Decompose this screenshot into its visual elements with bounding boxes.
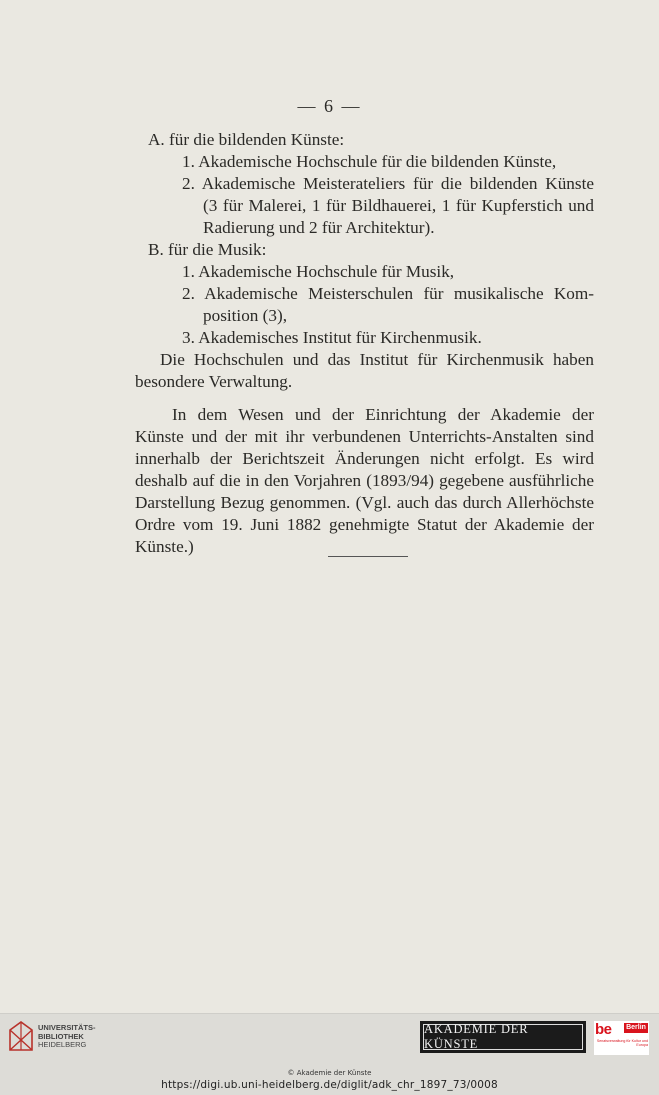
text-line: 1. Akademische Hochschule für Musik, [182,262,455,281]
library-line: BIBLIOTHEK [38,1031,84,1041]
text-line: B. für die Musik: [148,240,267,259]
library-line: HEIDELBERG [38,1040,87,1049]
text-line: Ordre vom 19. Juni 1882 genehmigte Statut der Akademie der [135,515,594,534]
text-line: Darstellung Bezug genommen. (Vgl. auch das durch Allerhöchste [135,493,594,512]
text-line: innerhalb der Berichtszeit Änderungen nicht erfolgt. Es wird [135,449,594,468]
academy-logo-text: AKADEMIE DER KÜNSTE [423,1024,583,1050]
berlin-logo-text: Berlin [624,1023,648,1033]
text-line: 1. Akademische Hochschule für die bildenden Künste, [182,152,557,171]
text-line: deshalb auf die in den Vorjahren (1893/94) gegebene ausführliche [135,471,594,490]
text-line: Künste und der mit ihr verbundenen Unterrichts-Anstalten sind [135,427,594,446]
text-line: Die Hochschulen und das Institut für Kirchenmusik haben [160,350,594,369]
be-logo-text: be [595,1021,612,1038]
senate-logo-subtitle: Senatsverwaltung für Kultur und Europa [596,1039,648,1048]
section-rule [328,556,408,557]
text-line: 2. Akademische Meisterschulen für musikalische Kom- [182,284,594,303]
text-line: In dem Wesen und der Einrichtung der Akademie der [172,405,594,424]
berlin-senate-logo[interactable] [594,1021,649,1055]
copyright-notice: © Akademie der Künste [287,1069,372,1077]
text-line: Radierung und 2 für Architektur). [203,218,435,237]
text-line: besondere Verwaltung. [135,372,293,391]
page-number: — 6 — [297,96,362,116]
text-line: 2. Akademische Meisterateliers für die bildenden Künste [182,174,594,193]
text-line: (3 für Malerei, 1 für Bildhauerei, 1 für Kupferstich und [203,196,594,215]
text-line: Künste.) [135,537,194,556]
text-line: A. für die bildenden Künste: [148,130,345,149]
permalink-url[interactable]: https://digi.ub.uni-heidelberg.de/diglit/adk_chr_1897_73/0008 [161,1079,498,1091]
text-line: position (3), [203,306,288,325]
academy-logo[interactable] [420,1021,586,1053]
university-library-logo-icon[interactable] [8,1020,34,1052]
library-line: UNIVERSITÄTS- [38,1023,96,1032]
university-library-name[interactable] [38,1024,96,1050]
text-line: 3. Akademisches Institut für Kirchenmusik. [182,328,482,347]
